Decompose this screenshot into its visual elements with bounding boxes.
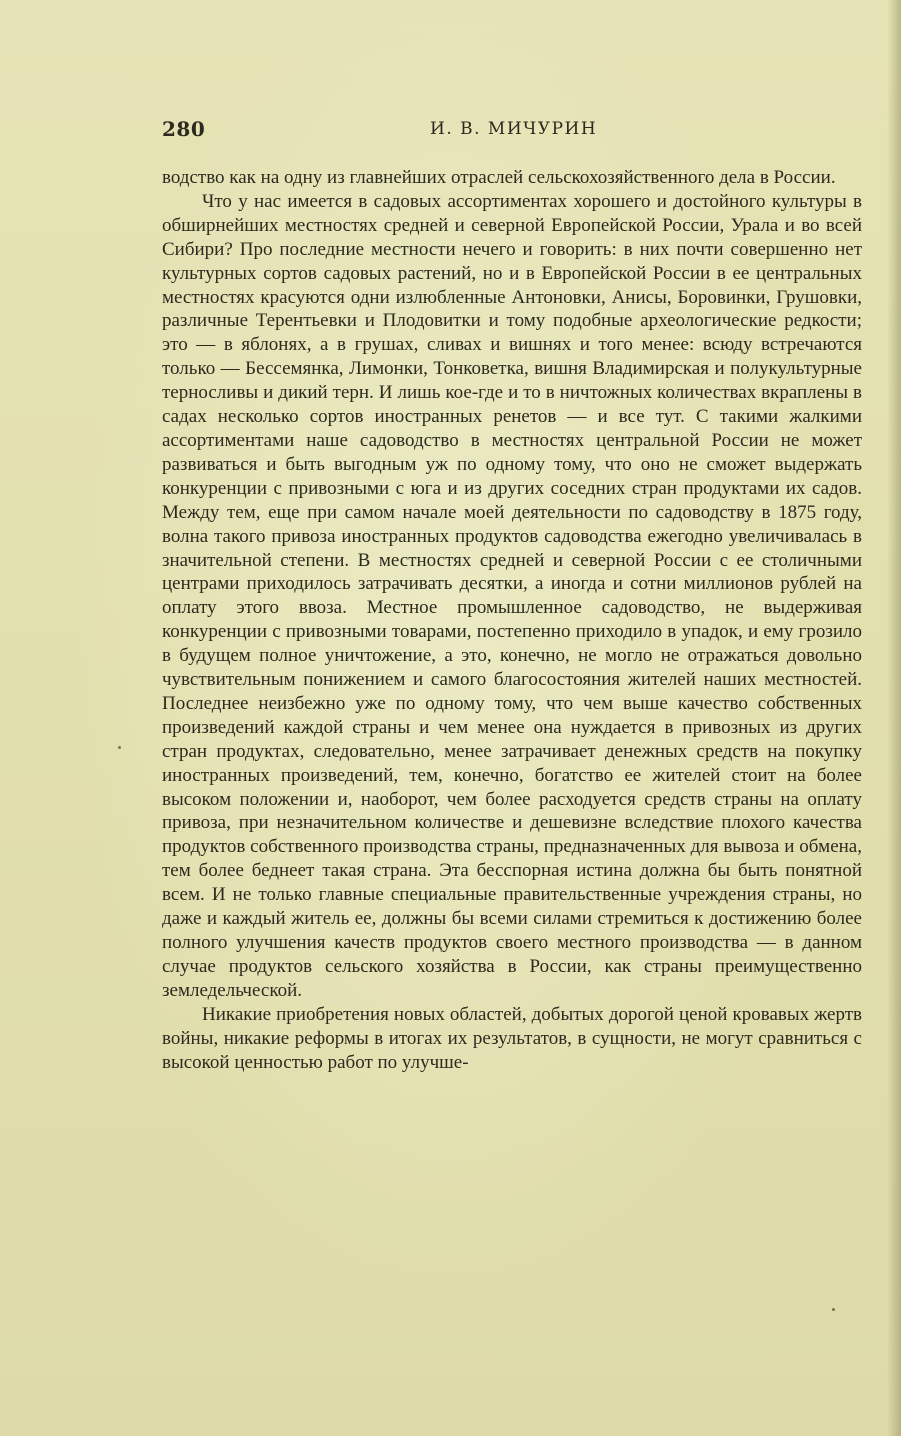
paragraph-continuation: водство как на одну из главнейших отраслей сельскохозяйственного дела в России. xyxy=(162,167,836,188)
paragraph: Что у нас имеется в садовых ассортиментах хорошего и достойного культуры в обширнейших местностях средней и северной Европейской России, Урала и во всей Сибири? Про последние местности нечего и говорить: в них почти совершенно нет культурных сортов садовых растений, но и в Европейской России в ее центральных местностях красуются одни излюбленные Антоновки, Анисы, Боровинки, Грушовки, различные Терентьевки и Плодовитки и тому подобные археологические редкости; это — в яблонях, а в грушах, сливах и вишнях и того менее: всюду встречаются только — Бессемянка, Лимонки, Тонковетка, вишня Владимирская и полукультурные терносливы и дикий терн. И лишь кое-где и то в ничтожных количествах вкраплены в садах несколько сортов иностранных ренетов — и все тут. С такими жалкими ассортиментами наше садоводство в местностях центральной России не может развиваться и быть выгодным уж по одному тому, что оно не сможет выдержать конкуренции с привозными с юга и из других соседних стран продуктами их садов. Между тем, еще при самом начале моей деятельности по садоводству в 1875 году, волна такого привоза иностранных продуктов садоводства ежегодно увеличивалась в значительной степени. В местностях средней и северной России с ее столичными центрами приходилось затрачивать десятки, а иногда и сотни миллионов рублей на оплату этого ввоза. Местное промышленное садоводство, не выдерживая конкуренции с привозными товарами, постепенно приходило в упадок, и ему грозило в будущем полное уничтожение, а это, конечно, не могло не отражаться довольно чувствительным понижением и самого благосостояния жителей наших местностей. Последнее неизбежно уже по одному тому, что чем выше качество собственных произведений каждой страны и чем менее она нуждается в привозных из других стран продуктах, следовательно, менее затрачивает денежных средств на покупку иностранных произведений, тем, конечно, богатство ее жителей стоит на более высоком положении и, наоборот, чем более расходуется средств страны на оплату привоза, при незначительном количестве и дешевизне вследствие плохого качества продуктов собственного производства страны, предназначенных для вывоза и обмена, тем более беднеет такая страна. Эта бесспорная истина должна бы быть понятной всем. И не только главные специальные правительственные учреждения страны, но даже и каждый житель ее, должны бы всеми силами стремиться к достижению более полного улучшения качеств продуктов своего местного производства — в данном случае продуктов сельского хозяйства в России, как страны преимущественно земледельческой. xyxy=(162,190,862,1001)
print-speck xyxy=(118,746,121,749)
print-speck xyxy=(832,1308,835,1311)
paragraph: Никакие приобретения новых областей, добытых дорогой ценой кровавых жертв войны, никакие реформы в итогах их результатов, в сущности, не могут сравниться с высокой ценностью работ по улучше- xyxy=(162,1003,862,1073)
body-text xyxy=(162,166,862,1074)
page-spine-shadow xyxy=(887,0,901,1436)
running-header xyxy=(162,117,862,143)
page-number: 280 xyxy=(162,117,206,141)
running-head-author: И. В. МИЧУРИН xyxy=(430,119,598,139)
